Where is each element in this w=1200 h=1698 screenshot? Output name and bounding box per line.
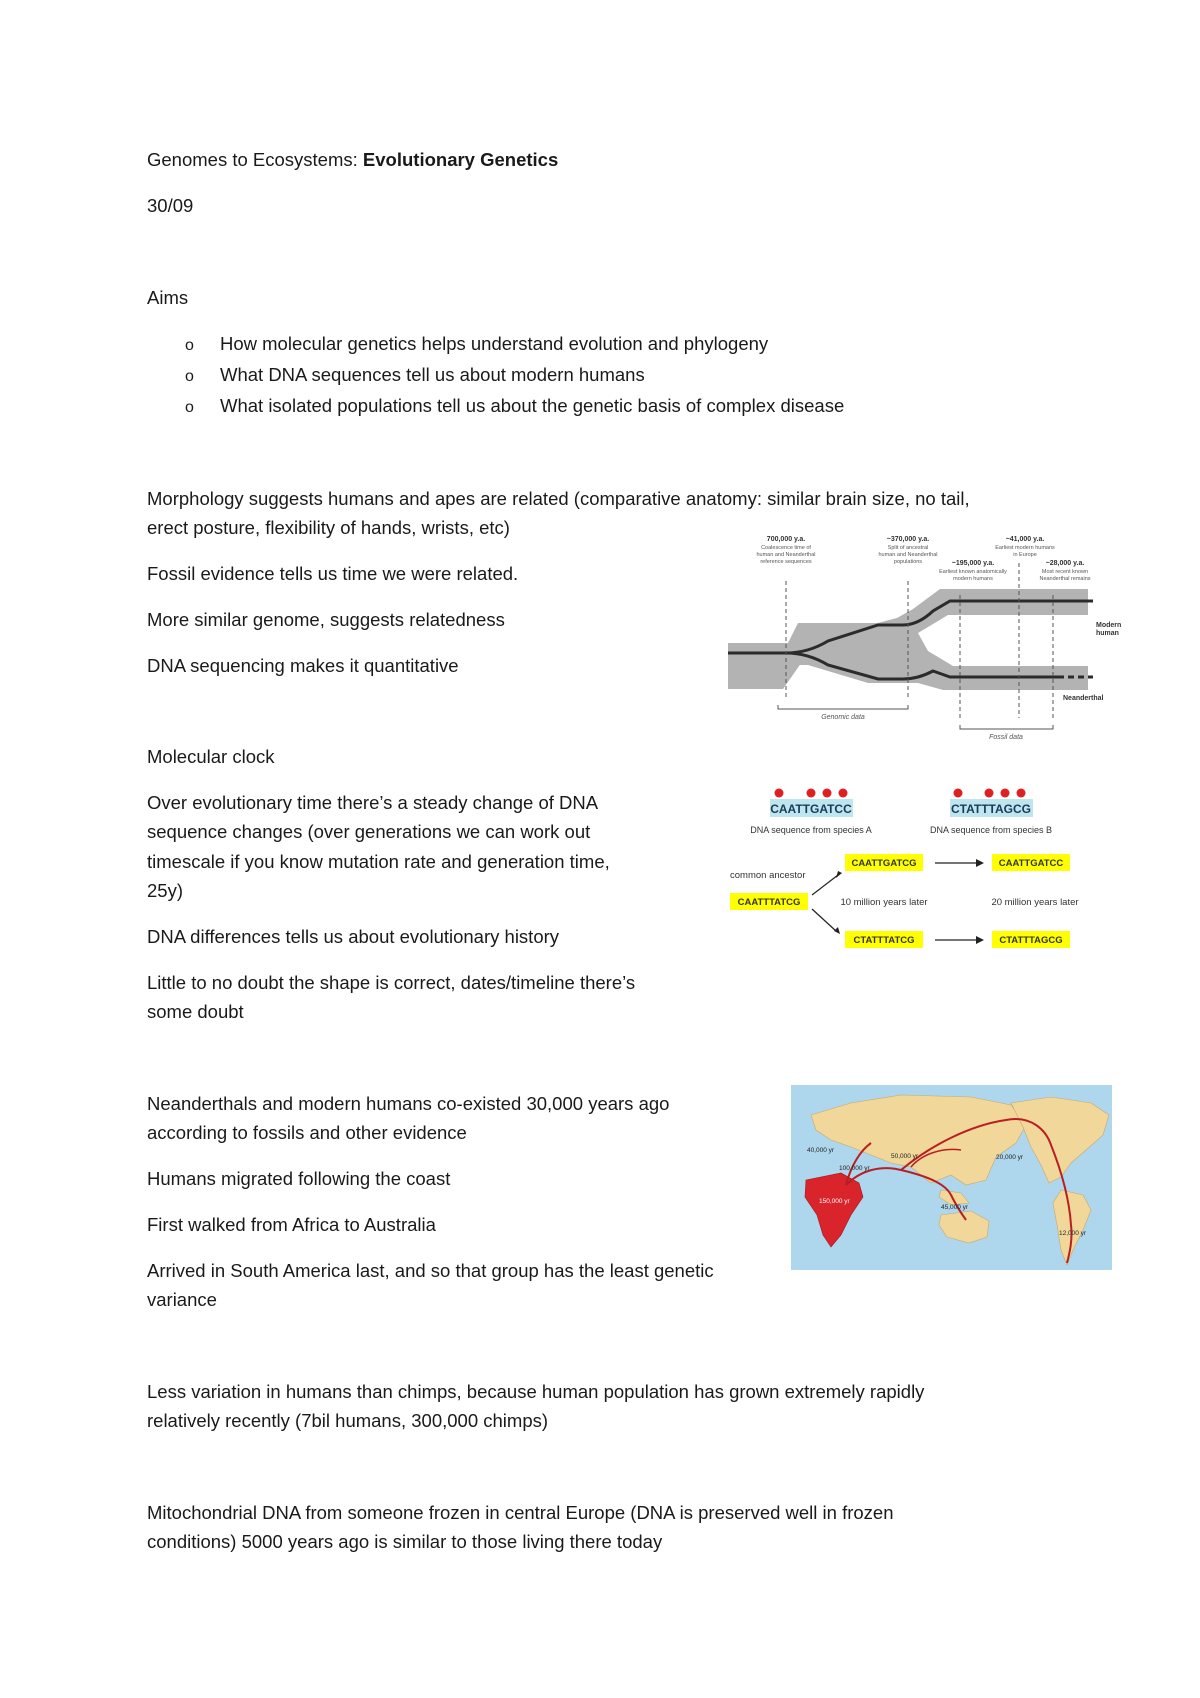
doubt-line: some doubt [147,1001,244,1022]
common-ancestor-label: common ancestor [730,870,806,881]
timeline-label-time: ~370,000 y.a. [886,536,930,543]
modern-human-label: human [1096,630,1119,637]
bullet-marker: o [185,399,194,416]
mutation-dot [1017,789,1026,798]
south-america-line: Arrived in South America last, and so that group has the least genetic [147,1260,714,1281]
bullet-marker: o [185,368,194,385]
time-10my-label: 10 million years later [840,897,928,908]
map-label: 50,000 yr [891,1153,919,1160]
mutation-dot [839,789,848,798]
lower-end-sequence: CTATTTAGCG [999,935,1063,946]
title-prefix: Genomes to Ecosystems: [147,149,363,170]
time-20my-label: 20 million years later [991,897,1079,908]
timeline-label-desc: Neanderthal remains [1039,576,1091,582]
timeline-label-desc: human and Neanderthal [878,552,938,558]
sequencing-line: DNA sequencing makes it quantitative [147,655,459,676]
clock-paragraph-line: 25y) [147,880,183,901]
species-b-sequence: CTATTTAGCG [951,802,1031,816]
variation-line: relatively recently (7bil humans, 300,000 chimps) [147,1410,549,1431]
dna-differences-line: DNA differences tells us about evolutionary history [147,926,560,947]
morphology-line: erect posture, flexibility of hands, wrists, etc) [147,517,510,538]
species-a-sequence: CAATTGATCC [770,802,852,816]
lecture-date: 30/09 [147,195,194,216]
africa-australia-line: First walked from Africa to Australia [147,1214,436,1235]
molecular-clock-figure [730,785,1100,955]
timeline-label-desc: Most recent known [1041,569,1089,575]
south-america-line: variance [147,1289,217,1310]
document-title [147,145,558,174]
fossil-evidence-line: Fossil evidence tells us time we were related. [147,563,519,584]
neanderthal-line: according to fossils and other evidence [147,1122,467,1143]
morphology-line: Morphology suggests humans and apes are related (comparative anatomy: similar brain size, no tail, [147,488,970,509]
timeline-label-time: ~41,000 y.a. [1005,536,1045,543]
aims-heading: Aims [147,287,189,308]
mutation-dot [823,789,832,798]
aim-item: How molecular genetics helps understand evolution and phylogeny [220,333,769,354]
molecular-clock-heading: Molecular clock [147,746,275,767]
modern-human-label: Modern [1096,622,1122,629]
title-bold: Evolutionary Genetics [362,149,559,170]
timeline-label-desc: Earliest known anatomically [939,569,1007,575]
mutation-dot [775,789,784,798]
timeline-figure [728,533,1128,743]
variation-line: Less variation in humans than chimps, because human population has grown extremely rapidly [147,1381,925,1402]
map-label: 40,000 yr [807,1147,835,1154]
mutation-dot [985,789,994,798]
clock-paragraph-line: sequence changes (over generations we can work out [147,821,591,842]
timeline-label-desc: reference sequences [760,559,812,565]
map-label: 20,000 yr [996,1154,1024,1161]
genomic-data-label: Genomic data [821,714,865,721]
timeline-label-desc: modern humans [953,576,993,582]
timeline-label-desc: in Europe [1013,552,1037,558]
timeline-label-desc: Split of ancestral [887,545,929,551]
timeline-label-time: ~195,000 y.a. [951,560,995,567]
timeline-label-desc: human and Neanderthal [756,552,816,558]
mutation-dot [954,789,963,798]
aim-item: What DNA sequences tell us about modern humans [220,364,645,385]
timeline-label-desc: Coalescence time of [761,545,811,551]
species-b-label: DNA sequence from species B [929,825,1053,835]
clock-paragraph-line: Over evolutionary time there’s a steady change of DNA [147,792,599,813]
migration-line: Humans migrated following the coast [147,1168,451,1189]
map-label: 12,000 yr [1059,1230,1087,1237]
timeline-label-time: 700,000 y.a. [766,536,806,543]
ancestor-sequence: CAATTTATCG [737,897,801,908]
genome-line: More similar genome, suggests relatedness [147,609,505,630]
mutation-dot [1001,789,1010,798]
timeline-label-desc: populations [893,559,923,565]
species-a-label: DNA sequence from species A [750,825,872,835]
aim-item: What isolated populations tell us about the genetic basis of complex disease [220,395,845,416]
map-label: 100,000 yr [839,1165,870,1172]
lower-mid-sequence: CTATTTATCG [853,935,915,946]
map-label: 150,000 yr [819,1198,850,1205]
migration-map [791,1085,1112,1270]
doubt-line: Little to no doubt the shape is correct, dates/timeline there’s [147,972,636,993]
upper-end-sequence: CAATTGATCC [998,858,1064,869]
timeline-label-desc: Earliest modern humans [995,545,1055,551]
mito-line: Mitochondrial DNA from someone frozen in central Europe (DNA is preserved well in frozen [147,1502,894,1523]
timeline-label-time: ~28,000 y.a. [1045,560,1085,567]
upper-mid-sequence: CAATTGATCG [851,858,917,869]
fossil-data-label: Fossil data [989,734,1023,741]
bullet-marker: o [185,337,194,354]
mito-line: conditions) 5000 years ago is similar to those living there today [147,1531,663,1552]
map-label: 45,000 yr [941,1204,969,1211]
mutation-dot [807,789,816,798]
clock-paragraph-line: timescale if you know mutation rate and generation time, [147,851,610,872]
neanderthal-line: Neanderthals and modern humans co-existed 30,000 years ago [147,1093,670,1114]
neanderthal-label: Neanderthal [1063,695,1104,702]
